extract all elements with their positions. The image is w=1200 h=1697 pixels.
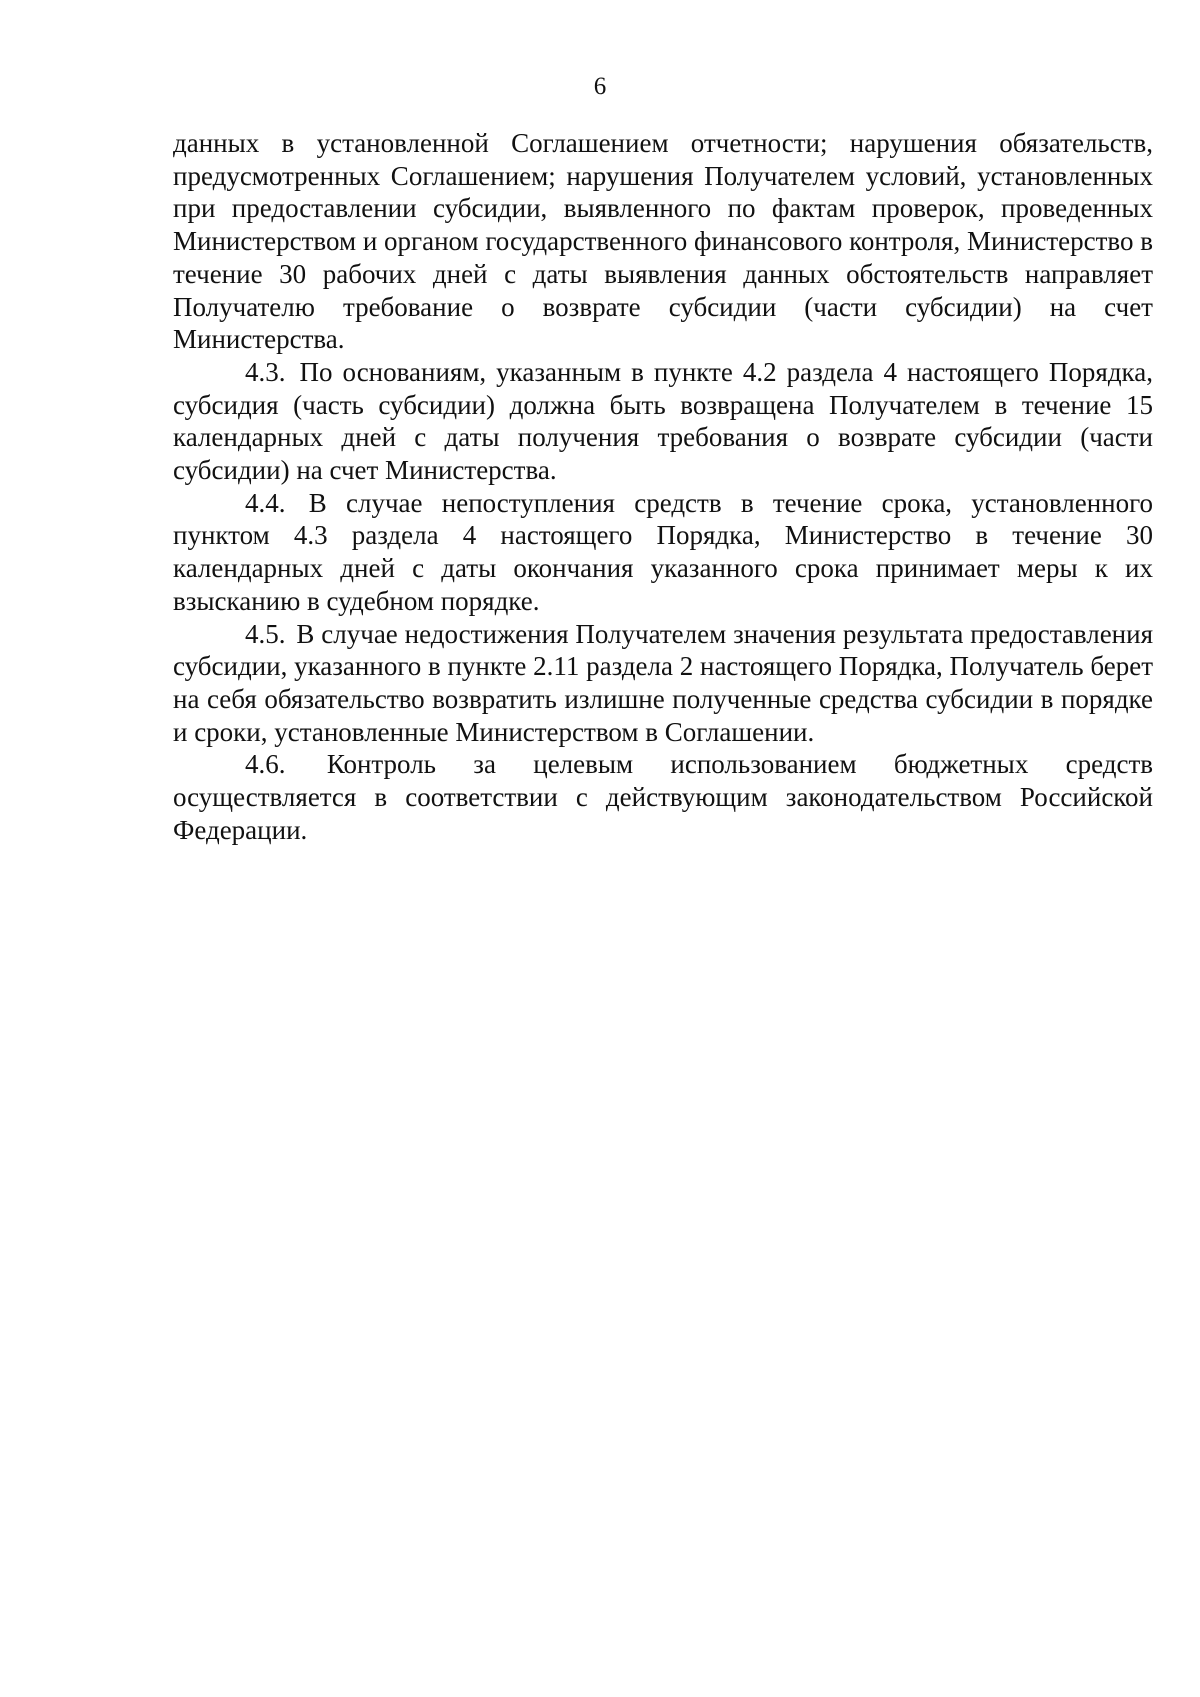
- paragraph-4-6: [173, 748, 1153, 846]
- paragraph-4-4: [173, 487, 1153, 618]
- paragraph-text: Контроль за целевым использованием бюджетных средств осуществляется в соответствии с действующим законодательством Российской Федерации.: [173, 749, 1154, 845]
- page-number: 6: [593, 73, 607, 100]
- paragraph-number: 4.5.: [245, 618, 286, 649]
- paragraph-text: В случае непоступления средств в течение срока, установленного пунктом 4.3 раздела 4 настоящего Порядка, Министерство в течение 30 календарных дней с даты окончания указанного срока принимает меры к их взысканию в судебном порядке.: [173, 487, 1154, 616]
- document-body: [173, 127, 1153, 846]
- paragraph-number: 4.3.: [245, 356, 286, 387]
- paragraph-4-5: [173, 618, 1153, 749]
- paragraph-text: В случае недостижения Получателем значения результата предоставления субсидии, указанного в пункте 2.11 раздела 2 настоящего Порядка, Получатель берет на себя обязательство возвратить излишне полученные средства субсидии в порядке и сроки, установленные Министерством в Соглашении.: [173, 618, 1153, 747]
- paragraph-4-3: [173, 356, 1153, 487]
- paragraph-text: По основаниям, указанным в пункте 4.2 раздела 4 настоящего Порядка, субсидия (часть субсидии) должна быть возвращена Получателем в течение 15 календарных дней с даты получения требования о возврате субсидии (части субсидии) на счет Министерства.: [173, 356, 1153, 486]
- paragraph-number: 4.4.: [245, 487, 286, 518]
- paragraph-continuation: [173, 127, 1153, 356]
- paragraph-text: данных в установленной Соглашением отчетности; нарушения обязательств, предусмотренных Соглашением; нарушения Получателем условий, установленных при предоставлении субсидии, выявленного по фактам проверок, проведенных Министерством и органом государственного финансового контроля, Министерство в течение 30 рабочих дней с даты выявления данных обстоятельств направляет Получателю требование о возврате субсидии (части субсидии) на счет Министерства.: [173, 128, 1153, 355]
- paragraph-number: 4.6.: [245, 749, 286, 780]
